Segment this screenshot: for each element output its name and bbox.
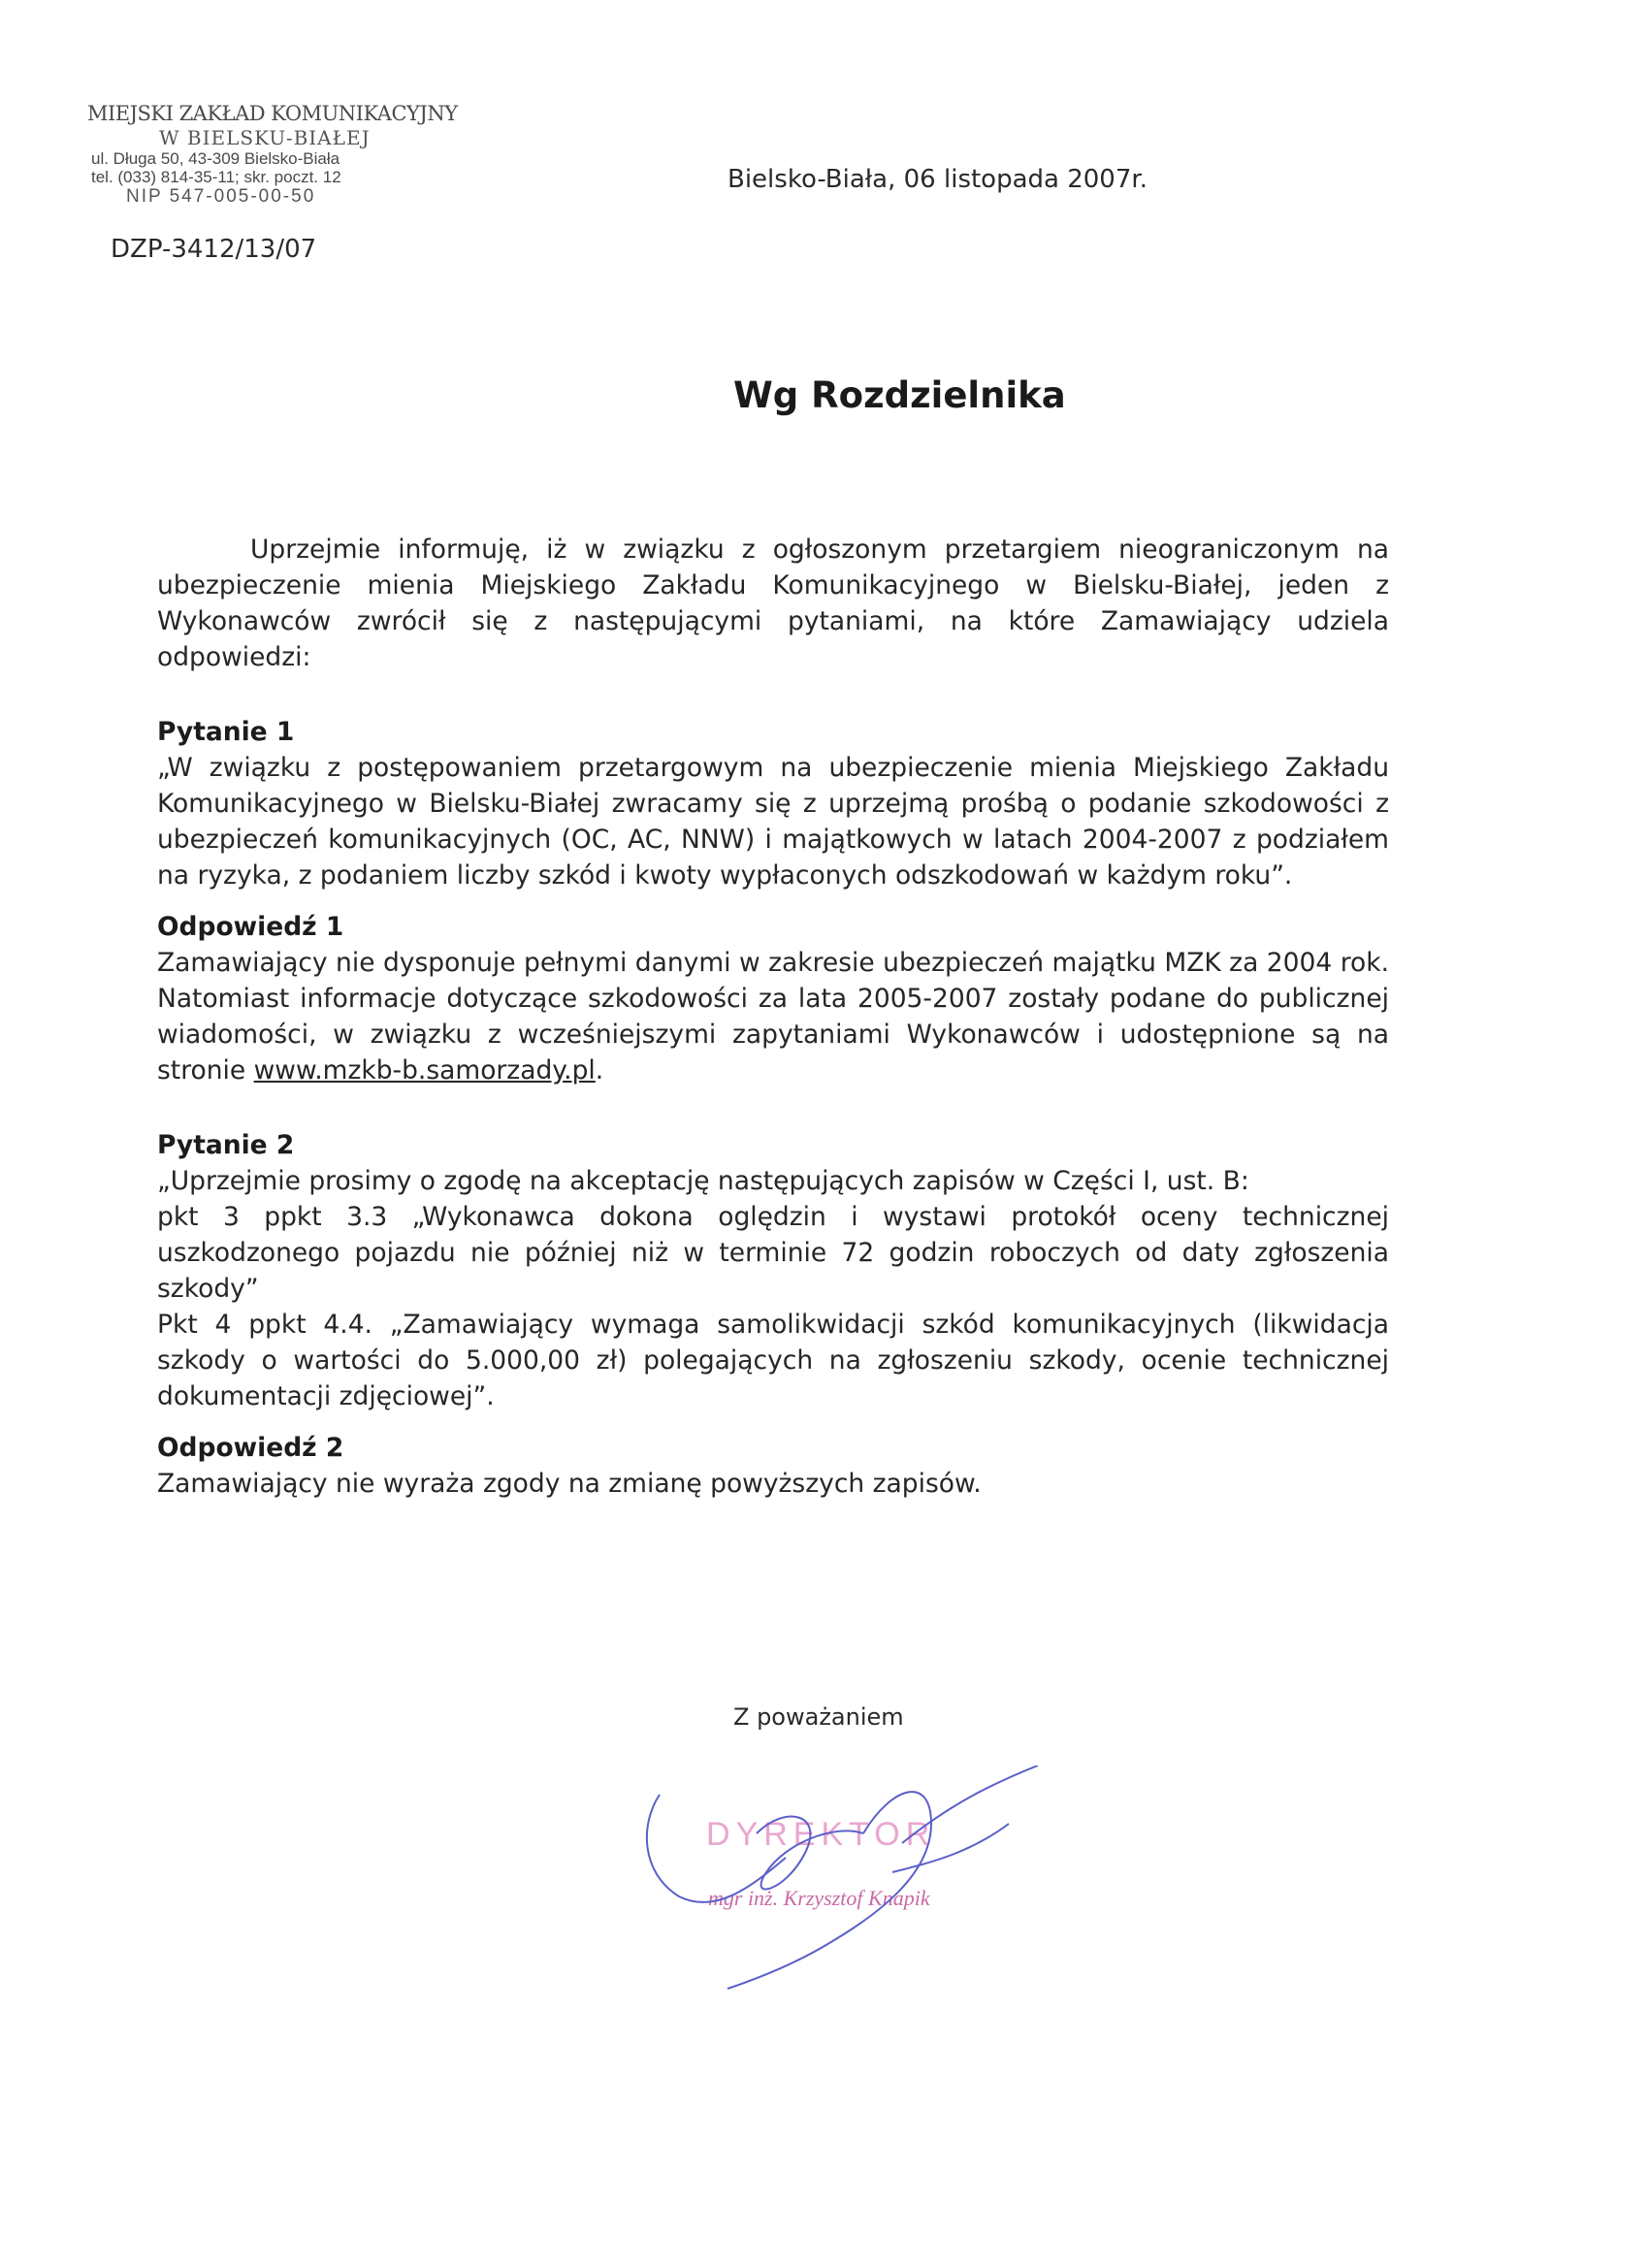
question-2-line-2: pkt 3 ppkt 3.3 „Wykonawca dokona oględzin i wystawi protokół oceny technicznej uszkodzonego pojazdu nie później niż w terminie 72 godzin roboczych od daty zgłoszenia szkody”: [157, 1202, 1389, 1304]
answer-2-title: Odpowiedź 2: [157, 1433, 344, 1463]
reference-number: DZP-3412/13/07: [111, 235, 317, 264]
question-2-line-1: „Uprzejmie prosimy o zgodę na akceptację następujących zapisów w Części I, ust. B:: [157, 1166, 1249, 1196]
letter-body: [157, 532, 1389, 1502]
answer-1-title: Odpowiedź 1: [157, 912, 344, 942]
question-1-text: „W związku z postępowaniem przetargowym na ubezpieczenie mienia Miejskiego Zakładu Komunikacyjnego w Bielsku-Białej zwracamy się z uprzejmą prośbą o podanie szkodowości z ubezpieczeń komunikacyjnych (OC, AC, NNW) i majątkowych w latach 2004-2007 z podziałem na ryzyka, z podaniem liczby szkód i kwoty wypłaconych odszkodowań w każdym roku”.: [157, 753, 1389, 891]
closing-phrase: Z poważaniem: [733, 1703, 904, 1731]
answer-1-end: .: [595, 1055, 604, 1085]
intro-paragraph: Uprzejmie informuję, iż w związku z ogłoszonym przetargiem nieograniczonym na ubezpieczenie mienia Miejskiego Zakładu Komunikacyjnego w Bielsku-Białej, jeden z Wykonawców zwrócił się z następującymi pytaniami, na które Zamawiający udziela odpowiedzi:: [157, 535, 1389, 672]
stamp-nip: NIP 547-005-00-50: [126, 186, 316, 207]
director-stamp-title: DYREKTOR: [706, 1816, 936, 1853]
question-1-title: Pytanie 1: [157, 717, 295, 747]
stamp-org-name: MIEJSKI ZAKŁAD KOMUNIKACYJNY: [87, 102, 458, 125]
place-and-date: Bielsko-Biała, 06 listopada 2007r.: [728, 165, 1148, 194]
question-2-title: Pytanie 2: [157, 1130, 295, 1160]
answer-1-paragraph: [157, 945, 1389, 1088]
stamp-org-city: W BIELSKU-BIAŁEJ: [159, 126, 371, 149]
director-stamp-name: mgr inż. Krzysztof Knapik: [708, 1886, 930, 1910]
signature-block: [640, 1766, 1086, 1998]
company-stamp: [87, 101, 456, 208]
answer-2-text: Zamawiający nie wyraża zgody na zmianę powyższych zapisów.: [157, 1469, 982, 1499]
answer-1-text: Zamawiający nie dysponuje pełnymi danymi w zakresie ubezpieczeń majątku MZK za 2004 rok. Natomiast informacje dotyczące szkodowości za lata 2005-2007 zostały podane do publicznej wiadomości, w związku z wcześniejszymi zapytaniami Wykonawców i udostępnione są na stronie: [157, 948, 1389, 1085]
website-link[interactable]: www.mzkb-b.samorzady.pl: [253, 1055, 596, 1085]
addressee-heading: Wg Rozdzielnika: [733, 374, 1066, 416]
handwritten-signature: [640, 1766, 1086, 1998]
question-2-line-3: Pkt 4 ppkt 4.4. „Zamawiający wymaga samolikwidacji szkód komunikacyjnych (likwidacja szkody o wartości do 5.000,00 zł) polegających na zgłoszeniu szkody, ocenie technicznej dokumentacji zdjęciowej”.: [157, 1310, 1389, 1411]
stamp-address: ul. Długa 50, 43-309 Bielsko-Biała: [91, 149, 340, 168]
stamp-phone: tel. (033) 814-35-11; skr. poczt. 12: [91, 168, 341, 186]
